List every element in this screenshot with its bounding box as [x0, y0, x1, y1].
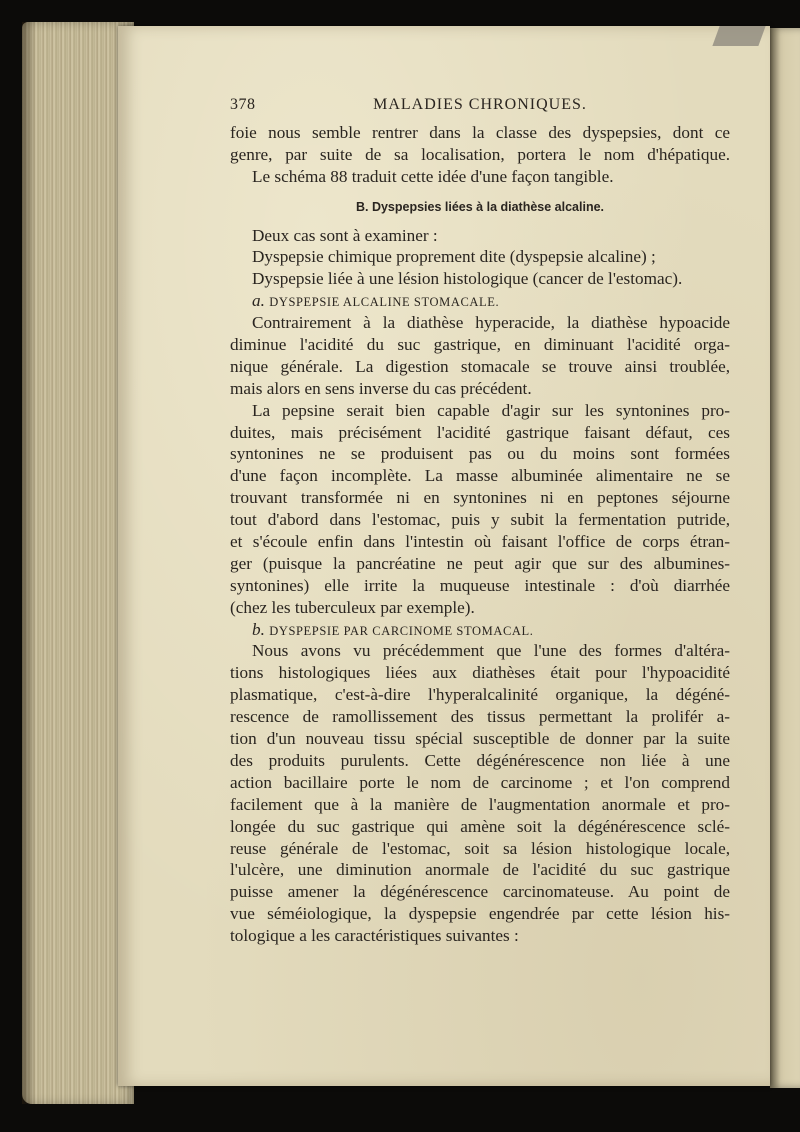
text-line: Le schéma 88 traduit cette idée d'une façon tangible.: [252, 166, 614, 186]
subsection-a-paragraph-1: [230, 312, 730, 400]
subsection-letter: a.: [252, 291, 265, 311]
subsection-a-heading: [230, 290, 730, 312]
text-line: Dyspepsie liée à une lésion histologique (cancer de l'estomac).: [252, 269, 683, 289]
text-line: reuse générale de l'estomac, soit sa lésion histologique locale,: [230, 838, 730, 858]
text-line: plasmatique, c'est-à-dire l'hyperalcalinité organique, la dégéné-: [230, 685, 730, 705]
page-tab-marker: [712, 26, 765, 46]
text-line: genre, par suite de sa localisation, portera le nom d'hépatique.: [230, 144, 730, 164]
subsection-b-heading: [230, 619, 730, 641]
text-line: facilement que à la manière de l'augmentation anormale et pro-: [230, 794, 730, 814]
text-line: d'une façon incomplète. La masse albuminée alimentaire ne se: [230, 466, 730, 486]
running-title: MALADIES CHRONIQUES.: [373, 96, 587, 113]
next-page-edge: [770, 28, 800, 1088]
subsection-title: DYSPEPSIE PAR CARCINOME STOMACAL.: [269, 623, 534, 638]
text-line: nique générale. La digestion stomacale se trouve ainsi troublée,: [230, 356, 730, 376]
text-line: des produits purulents. Cette dégénérescence non liée à une: [230, 750, 730, 770]
text-line: mais alors en sens inverse du cas précédent.: [230, 378, 532, 398]
text-line: trouvant transformée ni en syntonines ni en peptones séjourne: [230, 488, 730, 508]
section-heading: B. Dyspepsies liées à la diathèse alcaline.: [355, 199, 605, 214]
text-line: longée du suc gastrique qui amène soit la dégénérescence sclé-: [230, 816, 730, 836]
text-line: foie nous semble rentrer dans la classe des dyspepsies, dont ce: [230, 123, 730, 142]
intro-paragraph: [230, 122, 730, 188]
text-line: Deux cas sont à examiner :: [252, 225, 438, 245]
text-line: puisse amener la dégénérescence carcinomateuse. Au point de: [230, 882, 730, 902]
text-line: tion d'un nouveau tissu spécial susceptible de donner par la suite: [230, 729, 730, 749]
subsection-a-paragraph-2: [230, 400, 730, 619]
text-line: tions histologiques liées aux diathèses était pour l'hypoacidité: [230, 663, 730, 683]
text-line: syntonines ne se produisent pas ou du moins sont formées: [230, 444, 730, 464]
section-b-intro: [230, 225, 730, 291]
text-line: syntonines) elle irrite la muqueuse intestinale : d'où diarrhée: [230, 575, 730, 595]
subsection-letter: b.: [252, 619, 265, 639]
text-line: duites, mais précisément l'acidité gastrique faisant défaut, ces: [230, 422, 730, 442]
text-line: tologique a les caractéristiques suivantes :: [230, 926, 519, 946]
text-line: Nous avons vu précédemment que l'une des formes d'altéra-: [252, 641, 730, 661]
text-line: l'ulcère, une diminution anormale de l'acidité du suc gastrique: [230, 860, 730, 880]
subsection-title: DYSPEPSIE ALCALINE STOMACALE.: [269, 295, 500, 310]
running-head: [230, 96, 730, 122]
page-number: 378: [230, 96, 256, 113]
text-line: et s'écoule enfin dans l'intestin où faisant l'office de corps étran-: [230, 532, 730, 552]
page-text: [230, 96, 730, 947]
subsection-b-paragraph: [230, 640, 730, 946]
text-line: diminue l'acidité du suc gastrique, en diminuant l'acidité orga-: [230, 335, 730, 355]
text-line: La pepsine serait bien capable d'agir sur les syntonines pro-: [252, 400, 730, 420]
text-line: action bacillaire porte le nom de carcinome ; et l'on comprend: [230, 772, 730, 792]
text-line: rescence de ramollissement des tissus permettant la prolifér a-: [230, 707, 730, 727]
text-line: Dyspepsie chimique proprement dite (dyspepsie alcaline) ;: [252, 247, 656, 267]
text-line: ger (puisque la pancréatine ne peut agir que sur des albumines-: [230, 553, 730, 573]
text-line: vue séméiologique, la dyspepsie engendrée par cette lésion his-: [230, 904, 730, 924]
text-line: tout d'abord dans l'estomac, puis y subit la fermentation putride,: [230, 510, 730, 530]
text-line: (chez les tuberculeux par exemple).: [230, 597, 475, 617]
text-line: Contrairement à la diathèse hyperacide, la diathèse hypoacide: [252, 313, 730, 333]
